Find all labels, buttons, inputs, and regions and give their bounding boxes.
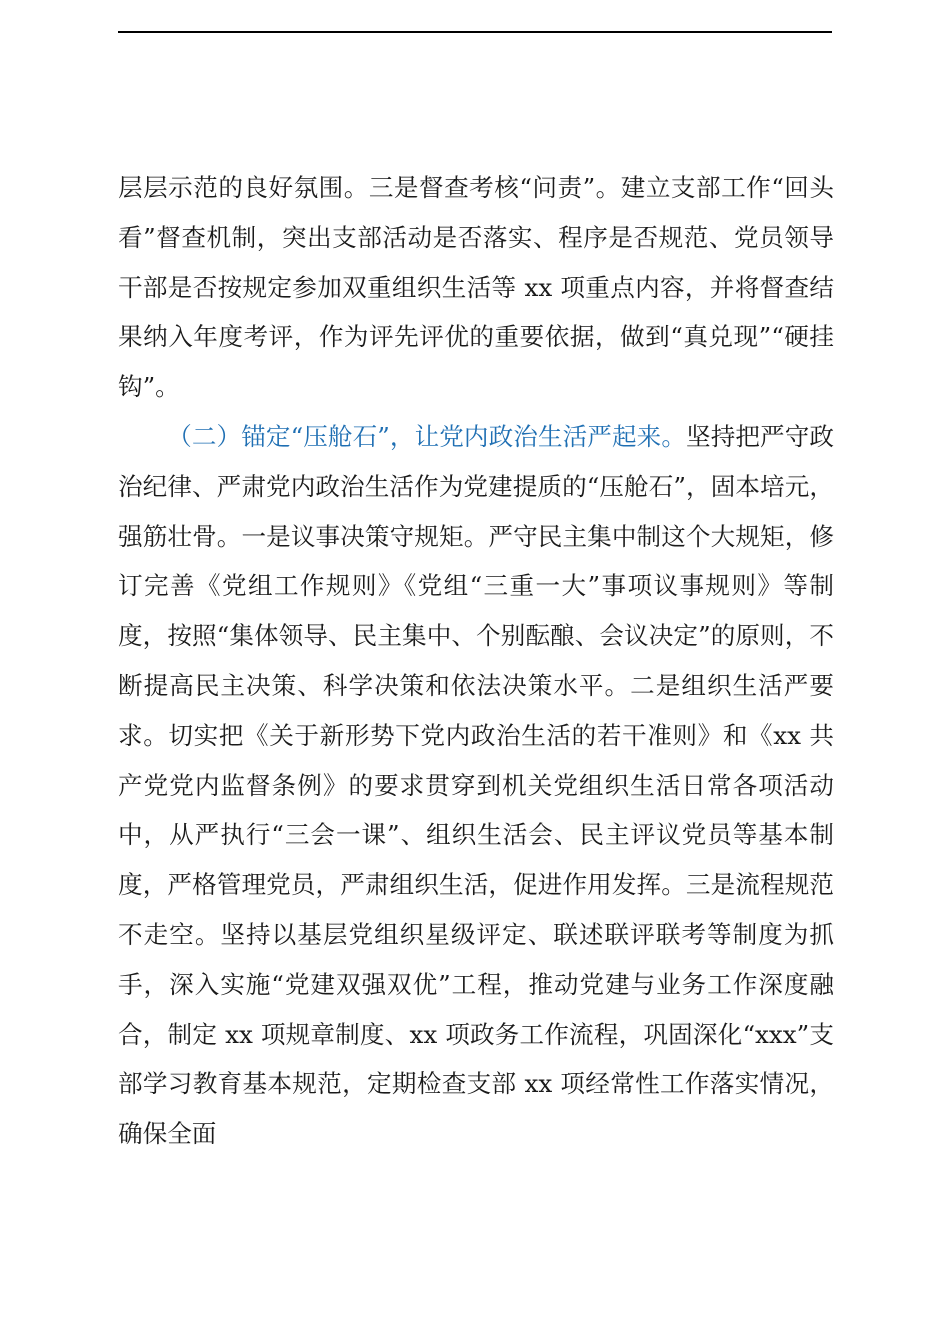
header-rule xyxy=(118,31,832,33)
section-heading: （二）锚定“压舱石”，让党内政治生活严起来。 xyxy=(167,421,687,451)
paragraph-continued: 层层示范的良好氛围。三是督查考核“问责”。建立支部工作“回头看”督查机制，突出支部活动是否落实、程序是否规范、党员领导干部是否按规定参加双重组织生活等 xx 项重点内容，并将督查结果纳入年度考评，作为评先评优的重要依据，做到“真兑现”“硬挂钩”。 xyxy=(118,173,834,402)
document-body xyxy=(118,163,834,1159)
paragraph-section-two xyxy=(118,412,834,1159)
section-body: 坚持把严守政治纪律、严肃党内政治生活作为党建提质的“压舱石”，固本培元，强筋壮骨。一是议事决策守规矩。严守民主集中制这个大规矩，修订完善《党组工作规则》《党组“三重一大”事项议事规则》等制度，按照“集体领导、民主集中、个别酝酿、会议决定”的原则，不断提高民主决策、科学决策和依法决策水平。二是组织生活严要求。切实把《关于新形势下党内政治生活的若干准则》和《xx 共产党党内监督条例》的要求贯穿到机关党组织生活日常各项活动中，从严执行“三会一课”、组织生活会、民主评议党员等基本制度，严格管理党员，严肃组织生活，促进作用发挥。三是流程规范不走空。坚持以基层党组织星级评定、联述联评联考等制度为抓手，深入实施“党建双强双优”工程，推动党建与业务工作深度融合，制定 xx 项规章制度、xx 项政务工作流程，巩固深化“xxx”支部学习教育基本规范，定期检查支部 xx 项经常性工作落实情况，确保全面 xyxy=(118,421,834,1149)
